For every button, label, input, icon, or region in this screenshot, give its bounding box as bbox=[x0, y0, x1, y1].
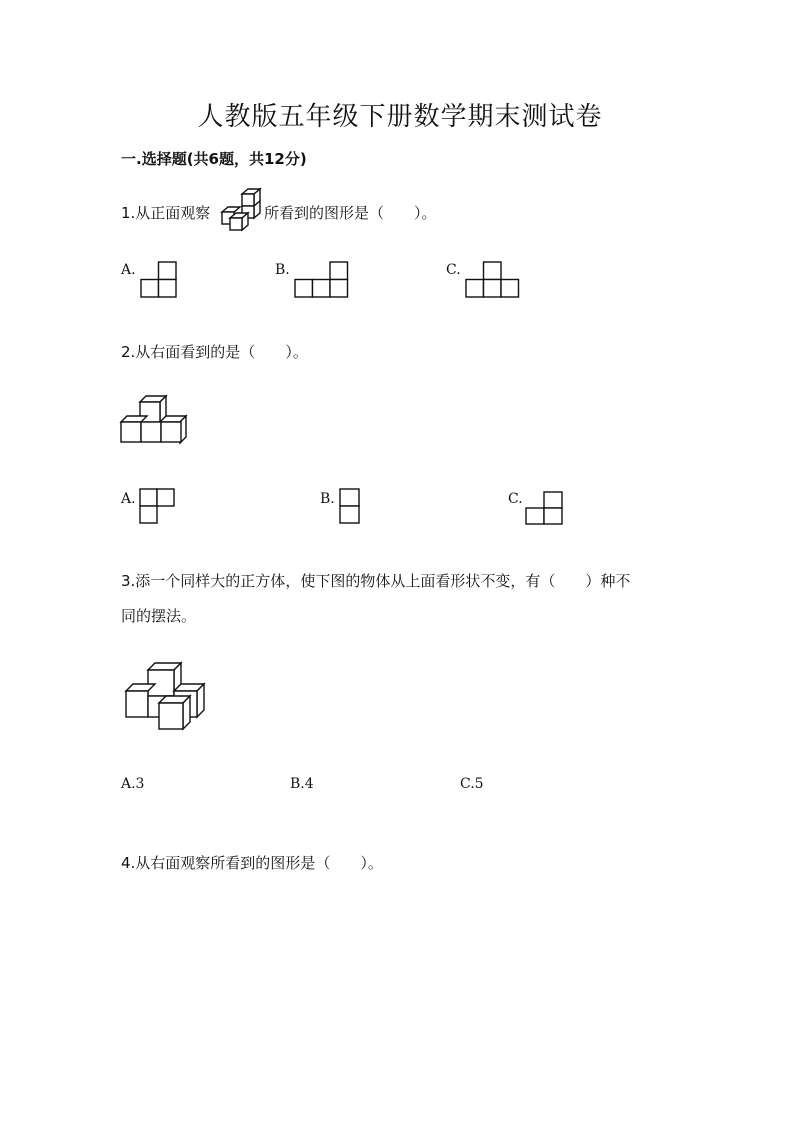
question-1-cube-figure bbox=[220, 188, 264, 238]
question-3-text-line-1: 3.添一个同样大的正方体，使下图的物体从上面看形状不变，有（ ）种不 bbox=[121, 572, 631, 590]
question-2-option-b[interactable]: B. bbox=[320, 491, 335, 507]
question-1-text-after: 所看到的图形是（ ）。 bbox=[264, 204, 437, 222]
question-2-text: 2.从右面看到的是（ ）。 bbox=[121, 343, 308, 361]
question-1-option-c[interactable]: C. bbox=[446, 262, 461, 278]
question-1-option-b-figure bbox=[294, 261, 350, 299]
page-title: 人教版五年级下册数学期末测试卷 bbox=[197, 102, 603, 132]
question-2-cube-figure bbox=[120, 394, 190, 446]
question-3-text-line-2: 同的摆法。 bbox=[121, 607, 197, 625]
question-2-option-a-figure bbox=[139, 488, 175, 526]
question-2-option-c-figure bbox=[525, 491, 565, 527]
question-2-option-b-figure bbox=[339, 488, 361, 526]
question-1-option-b[interactable]: B. bbox=[275, 262, 290, 278]
question-1-text-before: 1.从正面观察 bbox=[121, 204, 211, 222]
question-2-option-a[interactable]: A. bbox=[121, 491, 136, 507]
question-3-option-c[interactable]: C.5 bbox=[460, 776, 484, 792]
section-header: 一.选择题(共6题，共12分) bbox=[121, 150, 307, 168]
question-3-option-a[interactable]: A.3 bbox=[121, 776, 145, 792]
question-3-cube-figure bbox=[122, 660, 210, 732]
question-1-option-c-figure bbox=[465, 261, 521, 299]
question-1-option-a-figure bbox=[140, 261, 178, 299]
question-4-text: 4.从右面观察所看到的图形是（ ）。 bbox=[121, 854, 383, 872]
question-3-option-b[interactable]: B.4 bbox=[290, 776, 314, 792]
question-1-option-a[interactable]: A. bbox=[121, 262, 136, 278]
question-2-option-c[interactable]: C. bbox=[508, 491, 523, 507]
